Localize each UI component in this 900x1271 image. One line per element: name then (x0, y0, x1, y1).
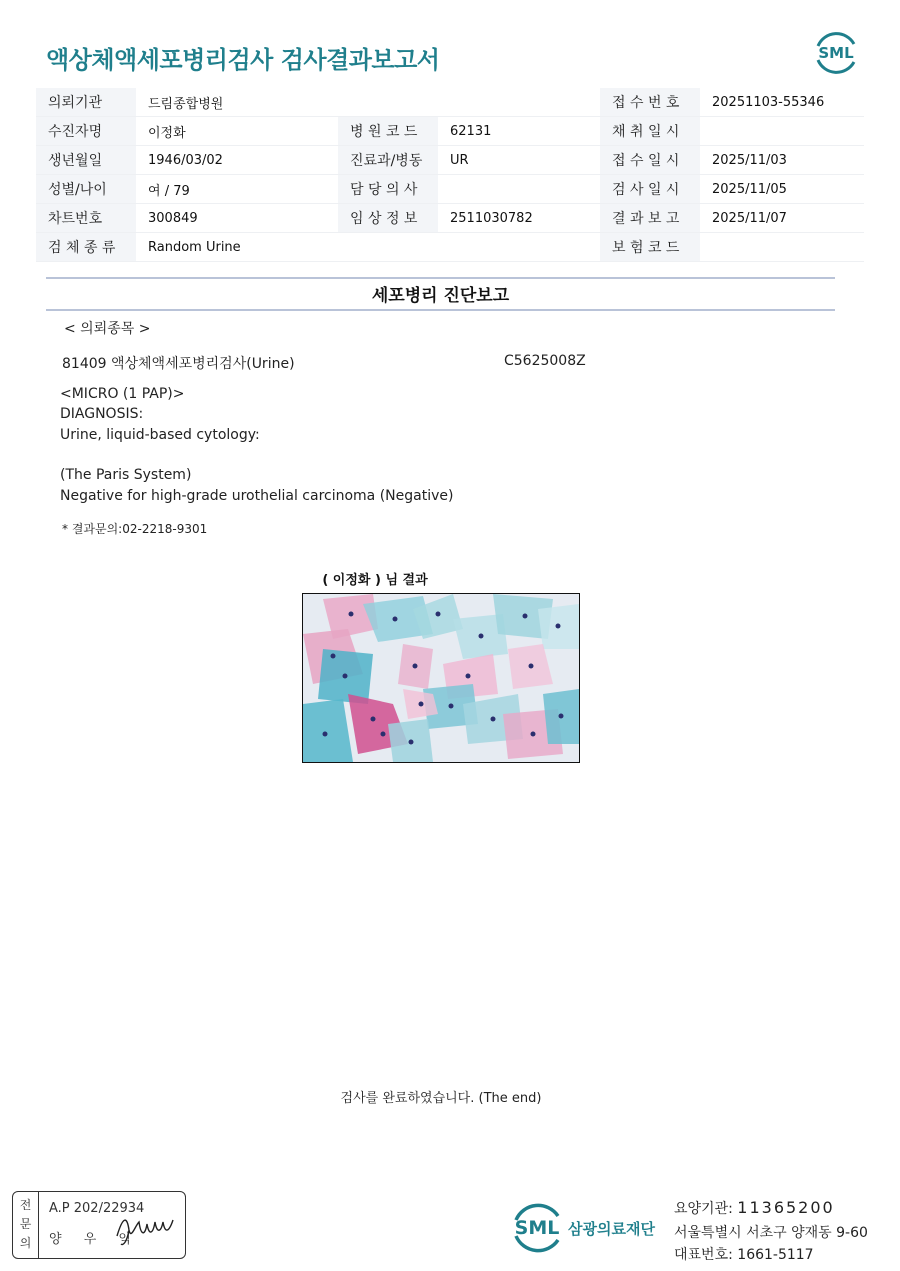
cytology-image (302, 593, 580, 763)
info-row (36, 175, 864, 204)
diagnosis-label: DIAGNOSIS: (60, 406, 144, 422)
value-physician (438, 175, 600, 204)
cytology-image-art (303, 594, 579, 762)
sml-footer-logo-text: SML (514, 1217, 560, 1239)
value-department: UR (438, 146, 600, 175)
value-hospital-code: 62131 (438, 117, 600, 146)
org-phone-label: 대표번호: (674, 1247, 733, 1263)
label-test-date: 검 사 일 시 (600, 175, 700, 204)
org-code: 11365200 (737, 1198, 835, 1217)
value-accession-no: 20251103-55346 (700, 88, 864, 117)
label-patient-name: 수진자명 (36, 117, 136, 146)
value-report-date: 2025/11/07 (700, 204, 864, 233)
value-chart-no: 300849 (136, 204, 338, 233)
org-code-label: 요양기관: (674, 1201, 733, 1217)
diagnosis-report-title: 세포병리 진단보고 (371, 286, 510, 306)
org-phone-line (674, 1244, 814, 1264)
label-report-date: 결 과 보 고 (600, 204, 700, 233)
stamp-side-char: 전 (19, 1198, 32, 1212)
sml-footer-logo (508, 1198, 566, 1256)
info-row (36, 146, 864, 175)
label-accession-no: 접 수 번 호 (600, 88, 700, 117)
divider (46, 277, 835, 279)
org-address: 서울특별시 서초구 양재동 9-60 (674, 1225, 868, 1241)
org-phone: 1661-5117 (737, 1247, 814, 1263)
label-physician: 담 당 의 사 (338, 175, 438, 204)
info-row (36, 233, 864, 262)
org-name: 삼광의료재단 (568, 1220, 655, 1238)
order-code: C5625008Z (504, 353, 586, 369)
label-department: 진료과/병동 (338, 146, 438, 175)
label-sex-age: 성별/나이 (36, 175, 136, 204)
system-line: (The Paris System) (60, 467, 192, 483)
label-specimen-type: 검 체 종 류 (36, 233, 136, 262)
label-received-date: 접 수 일 시 (600, 146, 700, 175)
value-collection-date (700, 117, 864, 146)
stamp-side-char: 문 (19, 1217, 32, 1231)
result-caption: ( 이정화 ) 님 결과 (322, 573, 428, 588)
order-item: 81409 액상체액세포병리검사(Urine) (62, 356, 295, 372)
org-code-line (674, 1198, 835, 1218)
value-patient-name: 이정화 (136, 117, 338, 146)
stamp-pathologist-name: 양 우 익 (49, 1232, 140, 1247)
micro-line: <MICRO (1 PAP)> (60, 386, 185, 402)
patient-info-table (36, 88, 864, 262)
divider (46, 309, 835, 311)
info-row (36, 117, 864, 146)
end-message: 검사를 완료하였습니다. (The end) (340, 1091, 542, 1106)
sml-logo-text: SML (818, 44, 854, 62)
stamp-license-no: A.P 202/22934 (49, 1201, 145, 1216)
label-requesting-org: 의뢰기관 (36, 88, 136, 117)
value-sex-age: 여 / 79 (136, 175, 338, 204)
stamp-side-label (13, 1192, 39, 1258)
value-clinical-info: 2511030782 (438, 204, 600, 233)
order-header: < 의뢰종목 > (64, 321, 151, 337)
value-birth-date: 1946/03/02 (136, 146, 338, 175)
value-test-date: 2025/11/05 (700, 175, 864, 204)
label-birth-date: 생년월일 (36, 146, 136, 175)
stamp-side-char: 의 (19, 1236, 32, 1250)
label-clinical-info: 임 상 정 보 (338, 204, 438, 233)
value-specimen-type: Random Urine (136, 233, 600, 262)
diagnosis-result: Negative for high-grade urothelial carcinoma (Negative) (60, 488, 454, 504)
report-title: 액상체액세포병리검사 검사결과보고서 (46, 46, 440, 74)
value-requesting-org: 드림종합병원 (136, 88, 600, 117)
label-insurance-code: 보 험 코 드 (600, 233, 700, 262)
info-row (36, 204, 864, 233)
info-row (36, 88, 864, 117)
value-insurance-code (700, 233, 864, 262)
specimen-line: Urine, liquid-based cytology: (60, 427, 260, 443)
label-chart-no: 차트번호 (36, 204, 136, 233)
contact-info: * 결과문의:02-2218-9301 (62, 522, 208, 536)
handwritten-signature (113, 1206, 183, 1248)
sml-logo (812, 30, 860, 74)
value-received-date: 2025/11/03 (700, 146, 864, 175)
pathologist-stamp (12, 1191, 186, 1259)
label-collection-date: 채 취 일 시 (600, 117, 700, 146)
label-hospital-code: 병 원 코 드 (338, 117, 438, 146)
